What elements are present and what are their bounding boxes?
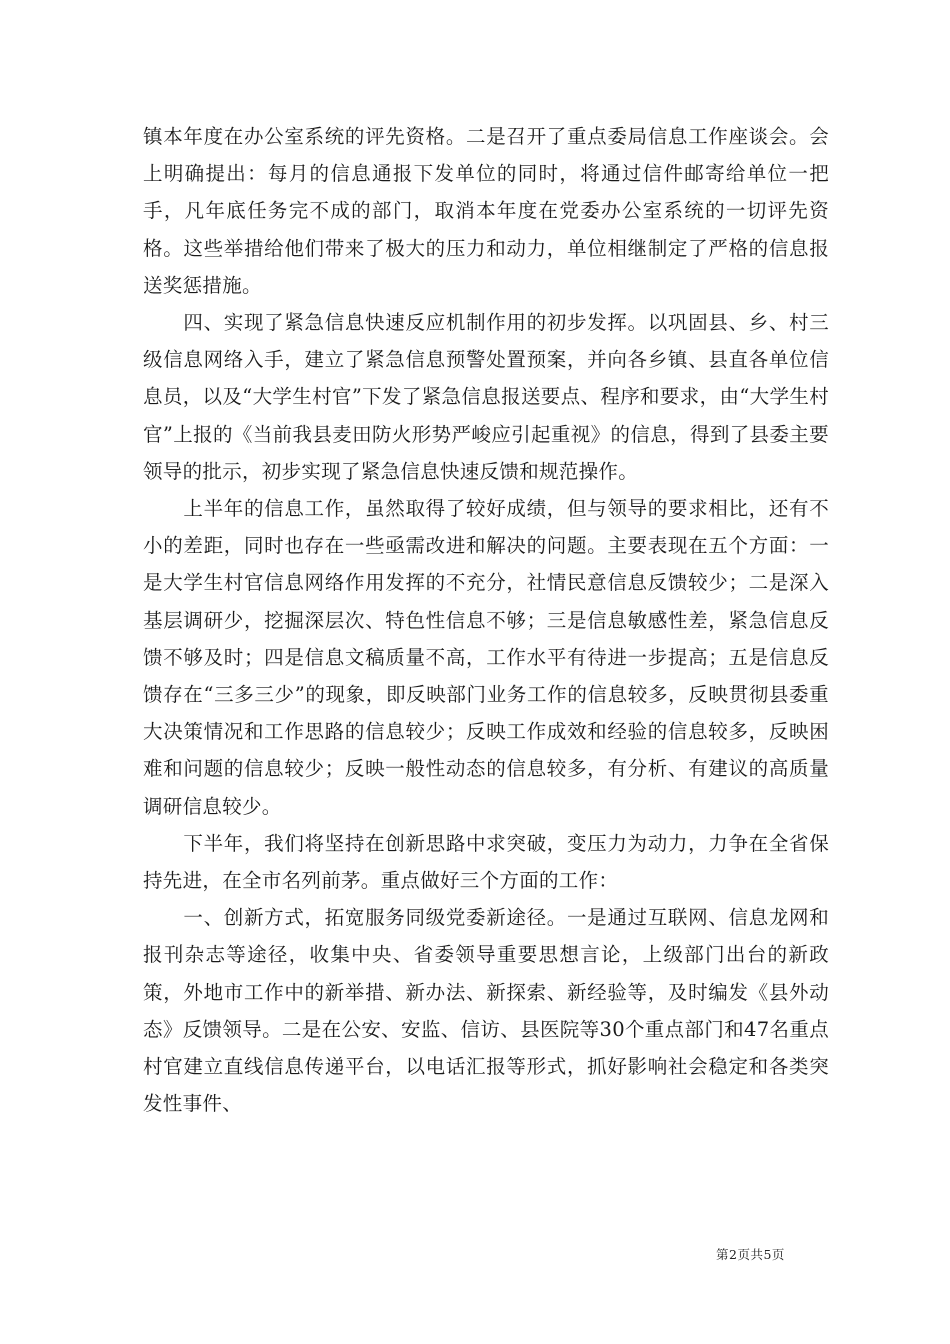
paragraph-3: 上半年的信息工作，虽然取得了较好成绩，但与领导的要求相比，还有不小的差距，同时也存在一些亟需改进和解决的问题。主要表现在五个方面：一是大学生村官信息网络作用发挥的不充分，社情民意信息反馈较少；二是深入基层调研少，挖掘深层次、特色性信息不够；三是信息敏感性差，紧急信息反馈不够及时；四是信息文稿质量不高，工作水平有待进一步提高；五是信息反馈存在“三多三少”的现象，即反映部门业务工作的信息较多，反映贯彻县委重大决策情况和工作思路的信息较少；反映工作成效和经验的信息较多，反映困难和问题的信息较少；反映一般性动态的信息较多，有分析、有建议的高质量调研信息较少。 — [143, 497, 829, 818]
document-body — [143, 118, 829, 1122]
paragraph-4: 下半年，我们将坚持在创新思路中求突破，变压力为动力，力争在全省保持先进，在全市名列前茅。重点做好三个方面的工作： — [143, 831, 829, 893]
page-number-footer: 第2页共5页 — [716, 1247, 785, 1262]
paragraph-5: 一、创新方式，拓宽服务同级党委新途径。一是通过互联网、信息龙网和报刊杂志等途径，收集中央、省委领导重要思想言论，上级部门出台的新政策，外地市工作中的新举措、新办法、新探索、新经验等，及时编发《县外动态》反馈领导。二是在公安、安监、信访、县医院等30个重点部门和47名重点村官建立直线信息传递平台，以电话汇报等形式，抓好影响社会稳定和各类突发性事件、 — [143, 906, 829, 1116]
paragraph-2: 四、实现了紧急信息快速反应机制作用的初步发挥。以巩固县、乡、村三级信息网络入手，建立了紧急信息预警处置预案，并向各乡镇、县直各单位信息员，以及“大学生村官”下发了紧急信息报送要点、程序和要求，由“大学生村官”上报的《当前我县麦田防火形势严峻应引起重视》的信息，得到了县委主要领导的批示，初步实现了紧急信息快速反馈和规范操作。 — [143, 311, 829, 483]
paragraph-1: 镇本年度在办公室系统的评先资格。二是召开了重点委局信息工作座谈会。会上明确提出：每月的信息通报下发单位的同时，将通过信件邮寄给单位一把手，凡年底任务完不成的部门，取消本年度在党委办公室系统的一切评先资格。这些举措给他们带来了极大的压力和动力，单位相继制定了严格的信息报送奖惩措施。 — [143, 125, 829, 297]
